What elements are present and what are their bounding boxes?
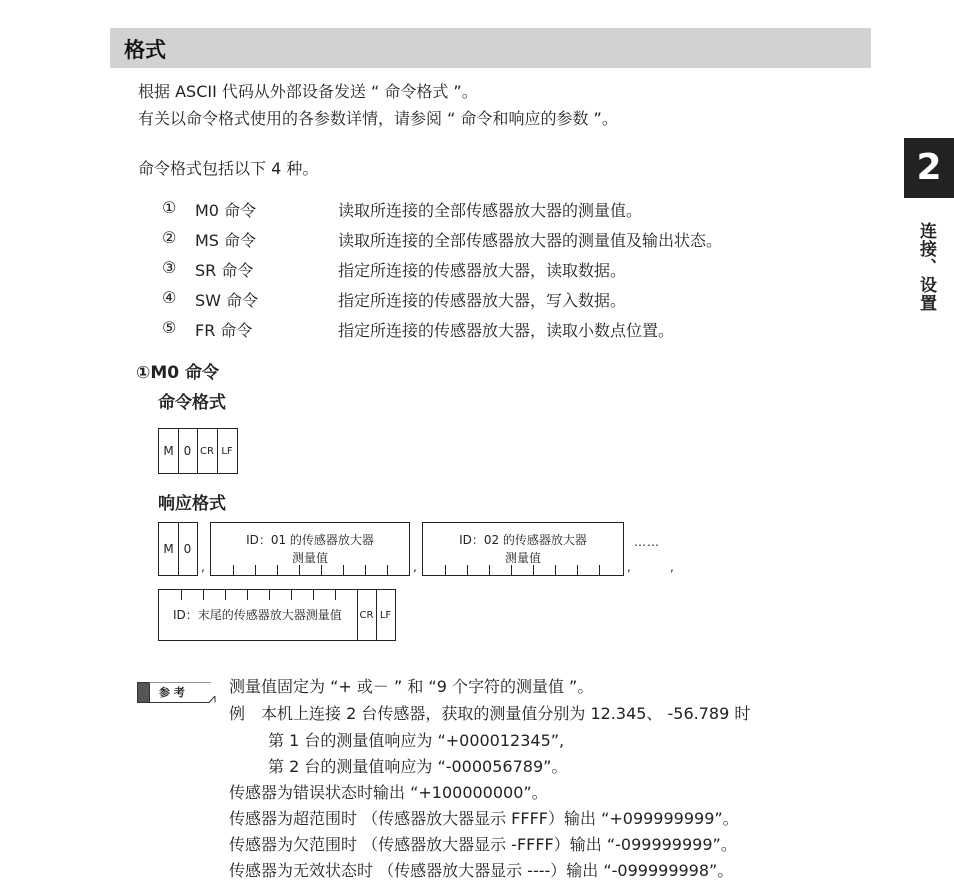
command-desc: 指定所连接的传感器放大器，读取数据。 (338, 261, 627, 280)
reference-line: 传感器为无效状态时 （传感器放大器显示 ----）输出 “-099999998”。 (229, 861, 734, 880)
chapter-label: 连接、设置 (916, 222, 936, 312)
reference-line: 传感器为超范围时 （传感器放大器显示 FFFF）输出 “+099999999”。 (229, 809, 739, 828)
id02-label-1: ID：02 的传感器放大器 (459, 533, 587, 547)
chapter-tab: 2 (904, 138, 954, 198)
ellipsis: …… (634, 535, 660, 549)
command-num: ⑤ (162, 318, 177, 337)
id01-label-2: 测量值 (291, 551, 328, 565)
command-name: M0 命令 (195, 201, 257, 220)
command-format-label: 命令格式 (158, 393, 226, 413)
command-num: ④ (162, 288, 177, 307)
cell-m: M (163, 444, 174, 458)
cell-m: M (163, 542, 174, 556)
comma: , (627, 560, 631, 574)
command-desc: 指定所连接的传感器放大器，读取小数点位置。 (338, 321, 675, 340)
section-title: 格式 (124, 38, 166, 62)
command-num: ① (162, 198, 177, 217)
reference-line: 传感器为欠范围时 （传感器放大器显示 -FFFF）输出 “-099999999”。 (229, 835, 737, 854)
id02-value-box (422, 522, 624, 576)
comma: , (670, 560, 674, 574)
cell-lf: LF (221, 445, 233, 457)
reference-badge (137, 682, 215, 702)
id02-label-2: 测量值 (504, 551, 541, 565)
command-name: MS 命令 (195, 231, 257, 250)
intro-line-2: 有关以命令格式使用的各参数详情，请参阅 “ 命令和响应的参数 ”。 (138, 109, 618, 128)
command-name: FR 命令 (195, 321, 253, 340)
cell-lf: LF (379, 609, 392, 621)
command-desc: 读取所连接的全部传感器放大器的测量值及输出状态。 (338, 231, 723, 250)
command-name: SW 命令 (195, 291, 259, 310)
section-header-bar (110, 28, 871, 68)
last-label: ID：末尾的传感器放大器测量值 (173, 608, 342, 622)
response-format-label: 响应格式 (158, 494, 226, 514)
last-value-box (158, 589, 396, 641)
command-num: ③ (162, 258, 177, 277)
cell-cr: CR (200, 445, 214, 457)
command-name: SR 命令 (195, 261, 254, 280)
id01-label-1: ID：01 的传感器放大器 (246, 533, 374, 547)
cell-0: 0 (183, 444, 192, 458)
id01-value-box (210, 522, 410, 576)
command-format-diagram (158, 428, 238, 474)
comma: , (201, 560, 205, 574)
reference-line: 例 本机上连接 2 台传感器，获取的测量值分别为 12.345、 -56.789 时 (229, 704, 751, 723)
reference-line: 测量值固定为 “+ 或－ ” 和 “9 个字符的测量值 ”。 (229, 677, 594, 696)
reference-line: 第 2 台的测量值响应为 “-000056789”。 (268, 757, 568, 776)
reference-line: 传感器为错误状态时输出 “+100000000”。 (229, 783, 548, 802)
cell-0: 0 (183, 542, 192, 556)
command-desc: 读取所连接的全部传感器放大器的测量值。 (338, 201, 643, 220)
reference-badge-label: 参 考 (159, 686, 185, 699)
command-desc: 指定所连接的传感器放大器，写入数据。 (338, 291, 627, 310)
reference-line: 第 1 台的测量值响应为 “+000012345”, (268, 731, 565, 750)
command-num: ② (162, 228, 177, 247)
comma: , (413, 560, 417, 574)
cell-cr: CR (359, 609, 374, 621)
m0-heading: ①M0 命令 (136, 363, 220, 383)
types-intro: 命令格式包括以下 4 种。 (138, 159, 319, 178)
intro-line-1: 根据 ASCII 代码从外部设备发送 “ 命令格式 ”。 (138, 82, 478, 101)
response-header-cells (158, 522, 198, 576)
